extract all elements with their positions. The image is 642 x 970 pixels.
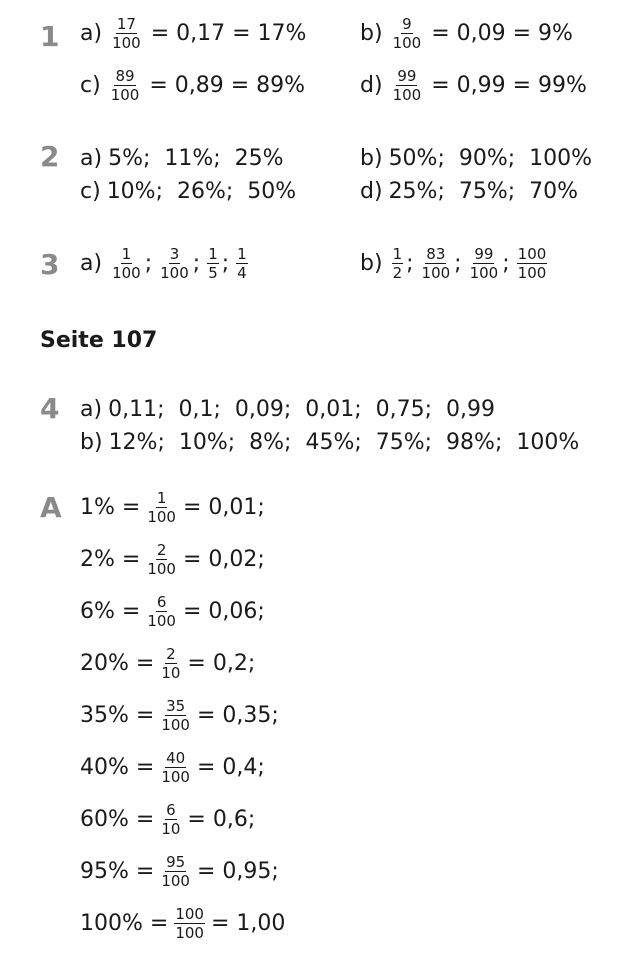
fraction <box>236 246 248 281</box>
percent-value: 2% = <box>80 547 141 572</box>
fraction <box>160 646 181 681</box>
fraction <box>146 490 177 525</box>
fraction <box>207 246 219 281</box>
fraction-denominator: 100 <box>161 768 190 786</box>
fraction-numerator: 95 <box>166 853 186 871</box>
decimal-value: = 0,95; <box>196 859 279 884</box>
fraction-denominator: 100 <box>421 264 451 282</box>
fraction <box>160 698 191 733</box>
percent-value: 100% = <box>80 911 169 936</box>
fraction <box>110 68 141 103</box>
decimal-value: = 0,6; <box>187 807 256 832</box>
decimal-value: = 0,06; <box>182 599 265 624</box>
percent-value: 95% = <box>80 859 155 884</box>
fraction-numerator: 3 <box>169 245 180 263</box>
fraction-denominator: 4 <box>237 264 247 282</box>
task-4b-label: b) <box>80 430 103 455</box>
task-a-row <box>80 646 255 681</box>
task-4b <box>80 430 579 455</box>
task-1a-label: a) <box>80 21 103 46</box>
task-a-row <box>80 542 265 577</box>
fraction-denominator: 100 <box>110 86 140 104</box>
task-1b <box>360 16 573 51</box>
percent-value: 1% = <box>80 495 141 520</box>
fraction-numerator: 100 <box>517 245 547 263</box>
fraction-numerator: 1 <box>156 489 167 507</box>
fraction-numerator: 1 <box>237 245 247 263</box>
fraction <box>146 594 177 629</box>
decimal-value: = 0,35; <box>196 703 279 728</box>
fraction-numerator: 40 <box>166 749 186 767</box>
fraction <box>421 246 452 281</box>
separator: ; <box>192 251 201 276</box>
fraction-denominator: 5 <box>208 264 218 282</box>
separator: ; <box>406 251 414 276</box>
fraction-numerator: 89 <box>115 67 135 85</box>
decimal-value: = 0,01; <box>182 495 265 520</box>
task-4a <box>80 397 495 422</box>
decimal-value: = 0,02; <box>182 547 265 572</box>
fraction-denominator: 100 <box>392 34 422 52</box>
fraction-denominator: 10 <box>161 820 181 838</box>
separator: ; <box>502 251 510 276</box>
task-number-a: A <box>40 491 62 524</box>
task-2d-label: d) <box>360 179 383 204</box>
percent-value: 60% = <box>80 807 155 832</box>
task-a-row <box>80 854 279 889</box>
fraction <box>392 68 423 103</box>
fraction <box>160 750 191 785</box>
page-heading: Seite 107 <box>40 328 158 353</box>
fraction-denominator: 100 <box>161 716 190 734</box>
fraction <box>392 246 404 281</box>
fraction-denominator: 100 <box>160 264 189 282</box>
task-1b-result: = 0,09 = 9% <box>431 21 573 46</box>
fraction-numerator: 99 <box>474 245 494 263</box>
decimal-value: = 0,2; <box>187 651 256 676</box>
fraction-numerator: 9 <box>402 15 412 33</box>
task-4a-label: a) <box>80 397 103 422</box>
task-2c <box>80 179 296 204</box>
task-number-1: 1 <box>40 20 60 53</box>
fraction-denominator: 100 <box>517 264 547 282</box>
task-3b <box>360 246 550 281</box>
task-1a <box>80 16 306 51</box>
fraction-denominator: 100 <box>147 612 176 630</box>
fraction-denominator: 100 <box>392 86 422 104</box>
fraction-numerator: 100 <box>175 905 204 923</box>
fraction <box>392 16 423 51</box>
task-2b-label: b) <box>360 146 383 171</box>
task-2c-values: 10%; 26%; 50% <box>106 179 297 204</box>
fraction-numerator: 1 <box>121 245 132 263</box>
fraction <box>469 246 500 281</box>
task-number-3: 3 <box>40 248 60 281</box>
fraction-denominator: 10 <box>161 664 181 682</box>
task-1c <box>80 68 305 103</box>
fraction-numerator: 17 <box>116 15 136 33</box>
task-3a-label: a) <box>80 251 103 276</box>
task-1d-label: d) <box>360 73 383 98</box>
task-2b-values: 50%; 90%; 100% <box>388 146 593 171</box>
fraction-denominator: 100 <box>161 872 190 890</box>
task-2b <box>360 146 592 171</box>
task-3b-label: b) <box>360 251 383 276</box>
task-2d-values: 25%; 75%; 70% <box>388 179 579 204</box>
task-2d <box>360 179 578 204</box>
fraction <box>111 16 142 51</box>
fraction-denominator: 100 <box>112 34 141 52</box>
task-4a-values: 0,11; 0,1; 0,09; 0,01; 0,75; 0,99 <box>108 397 495 422</box>
task-a-row <box>80 594 265 629</box>
fraction-denominator: 100 <box>175 924 204 942</box>
task-a-row <box>80 750 265 785</box>
task-4b-values: 12%; 10%; 8%; 45%; 75%; 98%; 100% <box>108 430 580 455</box>
fraction <box>159 246 190 281</box>
fraction-numerator: 2 <box>166 645 176 663</box>
task-2a-label: a) <box>80 146 103 171</box>
fraction-numerator: 35 <box>166 697 186 715</box>
separator: ; <box>144 251 153 276</box>
fraction-numerator: 6 <box>166 801 176 819</box>
decimal-value: = 1,00 <box>210 911 286 936</box>
fraction-denominator: 100 <box>147 560 176 578</box>
fraction <box>111 246 142 281</box>
task-1d <box>360 68 587 103</box>
task-3a <box>80 246 251 281</box>
percent-value: 35% = <box>80 703 155 728</box>
separator: ; <box>454 251 462 276</box>
task-1c-result: = 0,89 = 89% <box>149 73 306 98</box>
task-1b-label: b) <box>360 21 383 46</box>
task-a-row <box>80 906 285 941</box>
fraction-numerator: 83 <box>426 245 446 263</box>
task-a-row <box>80 490 265 525</box>
task-number-2: 2 <box>40 140 60 173</box>
percent-value: 20% = <box>80 651 155 676</box>
fraction-numerator: 6 <box>156 593 167 611</box>
fraction-numerator: 99 <box>397 67 417 85</box>
fraction <box>146 542 177 577</box>
task-2a <box>80 146 284 171</box>
task-1a-result: = 0,17 = 17% <box>150 21 307 46</box>
task-2a-values: 5%; 11%; 25% <box>108 146 284 171</box>
fraction <box>517 246 548 281</box>
percent-value: 40% = <box>80 755 155 780</box>
task-a-row <box>80 802 255 837</box>
fraction <box>174 906 205 941</box>
fraction <box>160 854 191 889</box>
task-1d-result: = 0,99 = 99% <box>431 73 587 98</box>
fraction-numerator: 1 <box>208 245 218 263</box>
percent-value: 6% = <box>80 599 141 624</box>
fraction <box>160 802 181 837</box>
fraction-denominator: 100 <box>469 264 499 282</box>
fraction-numerator: 2 <box>156 541 167 559</box>
fraction-denominator: 2 <box>392 264 403 282</box>
fraction-numerator: 1 <box>392 245 403 263</box>
task-2c-label: c) <box>80 179 101 204</box>
decimal-value: = 0,4; <box>196 755 265 780</box>
task-a-row <box>80 698 279 733</box>
fraction-denominator: 100 <box>147 508 176 526</box>
fraction-denominator: 100 <box>112 264 141 282</box>
task-1c-label: c) <box>80 73 101 98</box>
separator: ; <box>221 251 230 276</box>
task-number-4: 4 <box>40 392 60 425</box>
